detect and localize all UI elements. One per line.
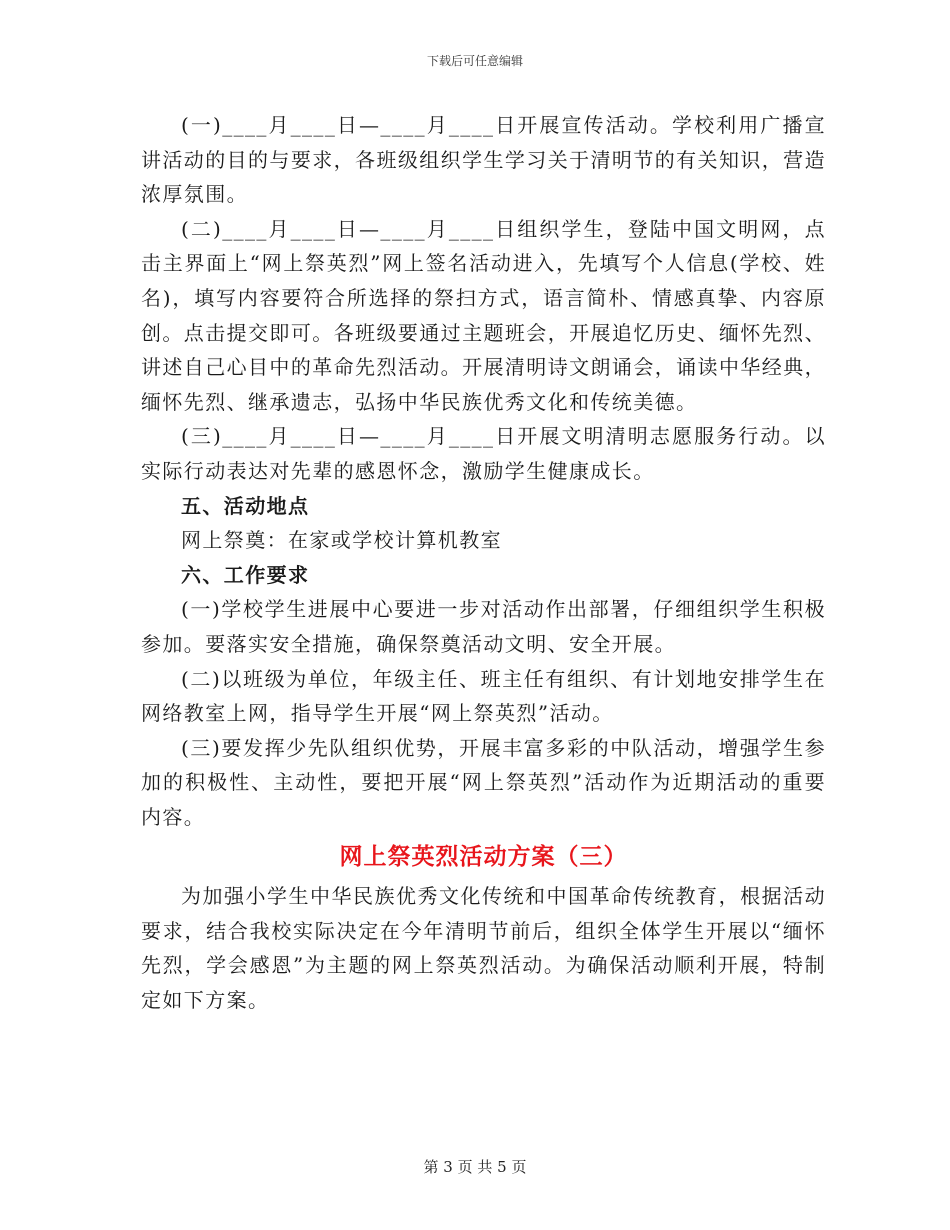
section-title: 网上祭英烈活动方案（三） bbox=[339, 843, 628, 871]
paragraph-volunteer-action: (三)____月____日—____月____日开展文明清明志愿服务行动。以实际行动表达对先辈的感恩怀念，激励学生健康成长。 bbox=[141, 424, 826, 483]
heading-activity-location: 五、活动地点 bbox=[181, 493, 310, 518]
paragraph-requirement-2: (二)以班级为单位，年级主任、班主任有组织、有计划地安排学生在网络教室上网，指导学生开展“网上祭英烈”活动。 bbox=[141, 666, 826, 726]
heading-work-requirements: 六、工作要求 bbox=[181, 562, 310, 587]
paragraph-publicity-activity: (一)____月____日—____月____日开展宣传活动。学校利用广播宣讲活动的目的与要求，各班级组织学生学习关于清明节的有关知识，营造浓厚氛围。 bbox=[141, 113, 826, 207]
page-number: 第 3 页 共 5 页 bbox=[423, 1158, 527, 1176]
paragraph-requirement-3: (三)要发挥少先队组织优势，开展丰富多彩的中队活动，增强学生参加的积极性、主动性，要把开展“网上祭英烈”活动作为近期活动的重要内容。 bbox=[141, 735, 826, 829]
document-body bbox=[141, 108, 826, 1017]
paragraph-location: 网上祭奠：在家或学校计算机教室 bbox=[181, 528, 502, 553]
header-note: 下载后可任意编辑 bbox=[426, 54, 523, 68]
paragraph-plan-intro: 为加强小学生中华民族优秀文化传统和中国革命传统教育，根据活动要求，结合我校实际决定在今年清明节前后，组织全体学生开展以“缅怀先烈，学会感恩”为主题的网上祭英烈活动。为确保活动顺利开展，特制定如下方案。 bbox=[141, 884, 826, 1012]
paragraph-requirement-1: (一)学校学生进展中心要进一步对活动作出部署，仔细组织学生积极参加。要落实安全措施，确保祭奠活动文明、安全开展。 bbox=[141, 597, 826, 656]
paragraph-online-signing: (二)____月____日—____月____日组织学生，登陆中国文明网，点击主界面上“网上祭英烈”网上签名活动进入，先填写个人信息(学校、姓名)，填写内容要符合所选择的祭扫方式，语言简朴、情感真挚、内容原创。点击提交即可。各班级要通过主题班会，开展追忆历史、缅怀先烈、讲述自己心目中的革命先烈活动。开展清明诗文朗诵会，诵读中华经典，缅怀先烈、继承遗志，弘扬中华民族优秀文化和传统美德。 bbox=[141, 216, 826, 414]
